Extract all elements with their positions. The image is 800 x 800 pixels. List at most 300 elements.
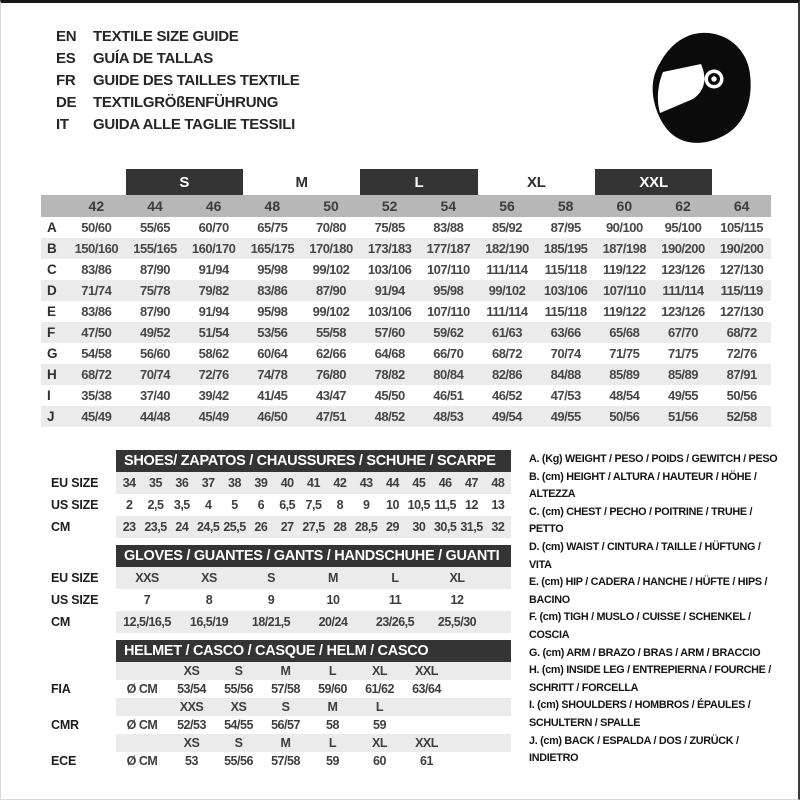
size-header-cell: 62 bbox=[675, 198, 691, 214]
measurement-cell: 155/165 bbox=[133, 241, 177, 256]
helmet-values bbox=[116, 752, 511, 770]
measurement-cell: 45/49 bbox=[81, 409, 112, 424]
measurement-cell: 85/92 bbox=[491, 220, 523, 235]
value-cell: M bbox=[328, 571, 338, 585]
legend-item: E. (cm) HIP / CADERA / HANCHE / HÜFTE / HIPS / BACINO bbox=[529, 576, 768, 606]
language-title: TEXTILE SIZE GUIDE bbox=[93, 27, 239, 45]
value-cell: 6 bbox=[257, 498, 265, 512]
size-group-row bbox=[41, 169, 771, 195]
size-group-l: L bbox=[360, 169, 477, 195]
value-cell: 45 bbox=[412, 476, 426, 490]
measurement-cell: 51/56 bbox=[667, 409, 699, 424]
measurement-cell: 54/58 bbox=[81, 346, 112, 361]
row-label: EU SIZE bbox=[51, 571, 99, 585]
value-cell: 28 bbox=[333, 520, 347, 534]
value-cell: 59 bbox=[373, 718, 386, 732]
measurement-cell: 90/100 bbox=[605, 220, 643, 235]
value-cell: 61 bbox=[420, 754, 433, 768]
measurement-cell: 55/58 bbox=[315, 325, 347, 340]
measurement-cell: 37/40 bbox=[139, 388, 171, 403]
shoes-table-title: SHOES/ ZAPATOS / CHAUSSURES / SCHUHE / SCARPE bbox=[116, 450, 511, 472]
size-header-cell: 50 bbox=[323, 198, 339, 214]
size-header-cell: L bbox=[328, 664, 337, 678]
standard-label: ECE bbox=[51, 754, 77, 768]
measurement-cell: 105/115 bbox=[720, 220, 764, 235]
size-header-cell: 46 bbox=[205, 198, 222, 214]
measurement-cell: 87/90 bbox=[315, 283, 347, 298]
measurement-cell: 190/200 bbox=[719, 241, 764, 256]
size-header-cell: L bbox=[328, 736, 337, 750]
value-cell: S bbox=[267, 571, 275, 585]
measurement-cell: 160/170 bbox=[191, 241, 236, 256]
measurement-cell: 68/72 bbox=[726, 325, 757, 340]
measurement-cell: 71/75 bbox=[609, 346, 640, 361]
measurement-cell: 182/190 bbox=[485, 241, 529, 256]
row-label-empty bbox=[41, 662, 116, 680]
helmet-size-row bbox=[41, 734, 511, 752]
value-cell: 27,5 bbox=[302, 520, 325, 534]
helmet-value-row bbox=[41, 680, 511, 698]
value-cell: 3,5 bbox=[173, 498, 190, 512]
measurement-row-i bbox=[41, 385, 771, 406]
measurement-cell: 61/63 bbox=[491, 325, 523, 340]
value-cell: 54/55 bbox=[224, 718, 253, 732]
value-cell: 40 bbox=[280, 476, 294, 490]
value-cell: 10,5 bbox=[407, 498, 430, 512]
measurement-row-g bbox=[41, 343, 771, 364]
value-cell: 57/58 bbox=[271, 754, 300, 768]
language-code: IT bbox=[56, 115, 69, 133]
row-values bbox=[116, 472, 511, 494]
measurement-cell: 185/195 bbox=[543, 241, 588, 256]
measurement-cell: 95/98 bbox=[257, 304, 288, 319]
value-cell: L bbox=[391, 571, 399, 585]
value-cell: 8 bbox=[336, 498, 344, 512]
measurement-cell: 87/90 bbox=[139, 262, 171, 277]
measurement-cell: 119/122 bbox=[602, 304, 646, 319]
value-cell: 55/56 bbox=[224, 754, 253, 768]
value-cell: 42 bbox=[333, 476, 347, 490]
row-label: CM bbox=[51, 520, 71, 534]
legend-item: H. (cm) INSIDE LEG / ENTREPIERNA / FOURCHE / SCHRITT / FORCELLA bbox=[529, 664, 771, 694]
measurement-cell: 79/82 bbox=[198, 283, 229, 298]
table-row bbox=[41, 611, 511, 633]
size-header-cell: 60 bbox=[616, 198, 633, 214]
measurement-cell: 49/52 bbox=[139, 325, 171, 340]
measurement-cell: 83/86 bbox=[81, 262, 112, 277]
size-header-cell: 48 bbox=[264, 198, 281, 214]
measurement-cell: 35/38 bbox=[81, 388, 112, 403]
measurement-cell: 107/110 bbox=[426, 304, 470, 319]
unit-cell-empty bbox=[116, 662, 168, 680]
measurement-cell: 43/47 bbox=[315, 388, 347, 403]
size-header-cell: XL bbox=[372, 736, 387, 750]
measurement-cell: 50/56 bbox=[609, 409, 640, 424]
size-header-cell: XL bbox=[372, 664, 387, 678]
measurement-cell: 83/86 bbox=[81, 304, 112, 319]
gloves-table bbox=[41, 545, 511, 633]
measurement-cell: 87/90 bbox=[139, 304, 171, 319]
measurement-cell: 62/66 bbox=[315, 346, 347, 361]
value-cell: 12 bbox=[450, 593, 464, 607]
value-cell: 59/60 bbox=[318, 682, 347, 696]
measurement-cell: 99/102 bbox=[488, 283, 526, 298]
measurement-row-j bbox=[41, 406, 771, 427]
size-header-cell: XXS bbox=[179, 700, 204, 714]
size-header-cell: 52 bbox=[381, 198, 398, 214]
value-cell: 30,5 bbox=[433, 520, 457, 534]
value-cell: 2 bbox=[125, 498, 133, 512]
measurement-cell: 119/122 bbox=[602, 262, 646, 277]
measurement-cell: 68/72 bbox=[81, 367, 112, 382]
measurement-cell: 95/100 bbox=[664, 220, 702, 235]
language-code: ES bbox=[56, 49, 76, 67]
measurement-cell: 65/68 bbox=[609, 325, 640, 340]
value-cell: 61/62 bbox=[365, 682, 394, 696]
value-cell: 5 bbox=[231, 498, 238, 512]
size-header-cell: 64 bbox=[733, 198, 750, 214]
measurement-cell: 115/119 bbox=[720, 283, 763, 298]
measurement-cell: 59/62 bbox=[433, 325, 464, 340]
value-cell: 60 bbox=[373, 754, 386, 768]
row-values bbox=[116, 589, 511, 611]
measurement-cell: 111/114 bbox=[486, 262, 528, 277]
value-cell: 58 bbox=[326, 718, 339, 732]
size-header-cell: M bbox=[280, 664, 291, 678]
language-title: GUÍA DE TALLAS bbox=[93, 49, 213, 67]
helmet-value-row bbox=[41, 716, 511, 734]
value-cell: 37 bbox=[201, 476, 215, 490]
size-header-cell: XS bbox=[230, 700, 247, 714]
value-cell: 25,5/30 bbox=[437, 615, 477, 629]
measurement-cell: 75/85 bbox=[374, 220, 405, 235]
measurement-cell: 127/130 bbox=[719, 262, 764, 277]
table-row bbox=[41, 589, 511, 611]
measurement-row-c bbox=[41, 259, 771, 280]
value-cell: 9 bbox=[267, 593, 275, 607]
value-cell: 24,5 bbox=[196, 520, 220, 534]
measurement-cell: 46/52 bbox=[491, 388, 523, 403]
measurement-cell: 49/55 bbox=[550, 409, 581, 424]
measurement-cell: 55/65 bbox=[139, 220, 171, 235]
row-label-empty bbox=[41, 698, 116, 716]
measurement-cell: 49/55 bbox=[667, 388, 699, 403]
measurement-cell: 95/98 bbox=[257, 262, 288, 277]
row-label: D bbox=[47, 283, 57, 298]
size-group-s: S bbox=[126, 169, 243, 195]
measurement-cell: 170/180 bbox=[309, 241, 353, 256]
value-cell: 46 bbox=[438, 476, 452, 490]
measurement-cell: 123/126 bbox=[661, 304, 705, 319]
value-cell: 31,5 bbox=[460, 520, 483, 534]
measurement-cell: 64/68 bbox=[374, 346, 405, 361]
row-label: E bbox=[47, 304, 57, 319]
value-cell: 11 bbox=[388, 593, 402, 607]
measurement-cell: 187/198 bbox=[602, 241, 647, 256]
language-row bbox=[56, 25, 299, 47]
measurement-cell: 68/72 bbox=[491, 346, 523, 361]
value-cell: 16,5/19 bbox=[189, 615, 229, 629]
language-title: TEXTILGRÖßENFÜHRUNG bbox=[93, 93, 279, 111]
measurement-cell: 84/88 bbox=[550, 367, 581, 382]
size-header-cell: S bbox=[281, 700, 290, 714]
helmet-value-row bbox=[41, 752, 511, 770]
size-header-cell: M bbox=[280, 736, 291, 750]
row-label: CM bbox=[51, 615, 71, 629]
size-header-cell: S bbox=[234, 736, 243, 750]
textile-size-table bbox=[41, 169, 771, 427]
measurement-cell: 95/98 bbox=[433, 283, 464, 298]
legend-item: B. (cm) HEIGHT / ALTURA / HAUTEUR / HÖHE / ALTEZZA bbox=[529, 470, 757, 501]
value-cell: 44 bbox=[386, 476, 399, 490]
size-header-cell: XXL bbox=[415, 664, 438, 678]
value-cell: 23,5 bbox=[144, 520, 167, 534]
measurement-row-h bbox=[41, 364, 771, 385]
value-cell: 23/26,5 bbox=[375, 615, 415, 629]
value-cell: 53/54 bbox=[177, 682, 206, 696]
helmet-table bbox=[41, 640, 511, 770]
measurement-cell: 111/114 bbox=[662, 283, 704, 298]
measurement-cell: 71/75 bbox=[667, 346, 699, 361]
language-title: GUIDE DES TAILLES TEXTILE bbox=[93, 71, 300, 89]
measurement-row-a bbox=[41, 217, 771, 238]
table-row bbox=[41, 516, 511, 538]
standard-label: FIA bbox=[51, 682, 71, 696]
measurement-cell: 48/53 bbox=[433, 409, 464, 424]
value-cell: 47 bbox=[465, 476, 478, 490]
measurement-cell: 165/175 bbox=[250, 241, 295, 256]
measurement-cell: 63/66 bbox=[550, 325, 581, 340]
size-group-xxl: XXL bbox=[595, 169, 712, 195]
measurement-cell: 51/54 bbox=[198, 325, 229, 340]
measurement-cell: 48/52 bbox=[374, 409, 405, 424]
measurement-cell: 115/118 bbox=[544, 262, 587, 277]
size-header-cell: S bbox=[234, 664, 243, 678]
measurement-cell: 107/110 bbox=[602, 283, 646, 298]
row-label: G bbox=[47, 346, 58, 361]
legend-item: G. (cm) ARM / BRAZO / BRAS / ARM / BRACCIO bbox=[529, 646, 761, 659]
helmet-sizes bbox=[116, 698, 511, 716]
row-label: A bbox=[47, 220, 57, 235]
size-header-cell: 56 bbox=[499, 198, 515, 214]
measurement-cell: 46/50 bbox=[257, 409, 288, 424]
measurement-cell: 60/70 bbox=[198, 220, 229, 235]
row-label: US SIZE bbox=[51, 498, 99, 512]
measurement-cell: 91/94 bbox=[198, 262, 229, 277]
value-cell: 12 bbox=[465, 498, 478, 512]
row-label: US SIZE bbox=[51, 593, 99, 607]
value-cell: 29 bbox=[386, 520, 399, 534]
measurement-cell: 75/78 bbox=[139, 283, 171, 298]
row-label: I bbox=[47, 388, 51, 403]
table-row bbox=[41, 567, 511, 589]
measurement-cell: 49/54 bbox=[491, 409, 523, 424]
language-list bbox=[56, 25, 299, 135]
measurement-cell: 91/94 bbox=[374, 283, 405, 298]
row-label: F bbox=[47, 325, 56, 340]
row-values bbox=[116, 567, 511, 589]
measurement-cell: 82/86 bbox=[491, 367, 523, 382]
measurement-cell: 87/95 bbox=[550, 220, 581, 235]
row-values bbox=[116, 516, 511, 538]
measurement-cell: 70/74 bbox=[550, 346, 581, 361]
size-header-cell: L bbox=[375, 700, 384, 714]
value-cell: 6,5 bbox=[279, 498, 296, 512]
measurement-row-b bbox=[41, 238, 771, 259]
unit-cell: Ø CM bbox=[126, 682, 158, 696]
measurement-cell: 78/82 bbox=[374, 367, 405, 382]
measurement-cell: 53/56 bbox=[257, 325, 288, 340]
value-cell: XS bbox=[201, 571, 217, 585]
legend-item: C. (cm) CHEST / PECHO / POITRINE / TRUHE / PETTO bbox=[529, 505, 753, 536]
value-cell: 27 bbox=[280, 520, 294, 534]
measurement-cell: 67/70 bbox=[667, 325, 699, 340]
value-cell: 11,5 bbox=[434, 498, 456, 512]
measurement-legend bbox=[529, 451, 785, 768]
measurement-cell: 91/94 bbox=[198, 304, 229, 319]
row-label: EU SIZE bbox=[51, 476, 99, 490]
value-cell: 12,5/16,5 bbox=[123, 615, 171, 629]
measurement-cell: 150/160 bbox=[74, 241, 119, 256]
value-cell: XXS bbox=[135, 571, 159, 585]
corner-cell bbox=[41, 195, 67, 217]
measurement-cell: 45/50 bbox=[374, 388, 405, 403]
measurement-cell: 173/183 bbox=[367, 241, 412, 256]
size-header-cell: XS bbox=[183, 736, 200, 750]
measurement-row-d bbox=[41, 280, 771, 301]
measurement-cell: 80/84 bbox=[433, 367, 464, 382]
value-cell: 34 bbox=[122, 476, 136, 490]
legend-item: I. (cm) SHOULDERS / HOMBROS / ÉPAULES / SCHULTERN / SPALLE bbox=[529, 699, 751, 729]
language-code: DE bbox=[56, 93, 77, 111]
value-cell: 30 bbox=[412, 520, 426, 534]
value-cell: 43 bbox=[359, 476, 373, 490]
measurement-cell: 60/64 bbox=[257, 346, 288, 361]
row-label-empty bbox=[41, 734, 116, 752]
legend-item: A. (Kg) WEIGHT / PESO / POIDS / GEWITCH / PESO bbox=[529, 453, 778, 465]
size-header-cell: M bbox=[327, 700, 338, 714]
row-label: C bbox=[47, 262, 57, 277]
value-cell: 25,5 bbox=[223, 520, 246, 534]
measurement-cell: 48/54 bbox=[609, 388, 640, 403]
table-row bbox=[41, 472, 511, 494]
value-cell: 13 bbox=[491, 498, 505, 512]
helmet-size-row bbox=[41, 662, 511, 680]
helmet-table-title: HELMET / CASCO / CASQUE / HELM / CASCO bbox=[116, 640, 511, 662]
value-cell: 35 bbox=[149, 476, 162, 490]
value-cell: 9 bbox=[362, 498, 370, 512]
measurement-cell: 74/78 bbox=[257, 367, 288, 382]
value-cell: 59 bbox=[326, 754, 339, 768]
size-header-cell: 42 bbox=[88, 198, 105, 214]
size-header-cell: XS bbox=[183, 664, 200, 678]
value-cell: 57/58 bbox=[271, 682, 300, 696]
unit-cell: Ø CM bbox=[126, 718, 158, 732]
size-header-cell: 58 bbox=[557, 198, 574, 214]
size-header-cell: 44 bbox=[147, 198, 163, 214]
size-header-cell: 54 bbox=[440, 198, 457, 214]
value-cell: 38 bbox=[228, 476, 241, 490]
measurement-cell: 99/102 bbox=[312, 304, 350, 319]
measurement-cell: 111/114 bbox=[486, 304, 528, 319]
value-cell: 23 bbox=[122, 520, 136, 534]
value-cell: 28,5 bbox=[354, 520, 378, 534]
row-label: B bbox=[47, 241, 57, 256]
measurement-cell: 177/187 bbox=[426, 241, 471, 256]
measurement-cell: 56/60 bbox=[139, 346, 171, 361]
measurement-cell: 103/106 bbox=[367, 262, 412, 277]
measurement-cell: 127/130 bbox=[719, 304, 764, 319]
measurement-cell: 47/51 bbox=[315, 409, 347, 424]
row-label: J bbox=[47, 409, 55, 424]
value-cell: 39 bbox=[254, 476, 268, 490]
language-row bbox=[56, 113, 299, 135]
measurement-cell: 103/106 bbox=[543, 283, 588, 298]
unit-cell-empty bbox=[116, 734, 168, 752]
measurement-cell: 115/118 bbox=[544, 304, 587, 319]
helmet-values bbox=[116, 716, 511, 734]
measurement-cell: 46/51 bbox=[433, 388, 464, 403]
measurement-cell: 41/45 bbox=[257, 388, 288, 403]
value-cell: 55/56 bbox=[224, 682, 253, 696]
size-group-m: M bbox=[295, 173, 308, 191]
value-cell: 8 bbox=[205, 593, 213, 607]
size-number-row bbox=[41, 195, 771, 217]
row-values bbox=[116, 611, 511, 633]
measurement-cell: 65/75 bbox=[257, 220, 288, 235]
helmet-sizes bbox=[116, 734, 511, 752]
language-row bbox=[56, 91, 299, 113]
helmet-size-row bbox=[41, 698, 511, 716]
unit-cell-empty bbox=[116, 698, 168, 716]
measurement-cell: 85/89 bbox=[609, 367, 640, 382]
value-cell: 24 bbox=[175, 520, 189, 534]
value-cell: 41 bbox=[307, 476, 320, 490]
helmet-sizes bbox=[116, 662, 511, 680]
language-code: FR bbox=[56, 71, 76, 89]
size-group-xl: XL bbox=[526, 173, 546, 191]
measurement-cell: 52/58 bbox=[726, 409, 757, 424]
measurement-cell: 72/76 bbox=[198, 367, 229, 382]
value-cell: 48 bbox=[491, 476, 505, 490]
value-cell: 7,5 bbox=[305, 498, 322, 512]
row-label: H bbox=[47, 367, 57, 382]
measurement-cell: 83/86 bbox=[257, 283, 288, 298]
language-code: EN bbox=[56, 27, 77, 45]
value-cell: 10 bbox=[386, 498, 399, 512]
unit-cell: Ø CM bbox=[126, 754, 158, 768]
measurement-cell: 71/74 bbox=[81, 283, 112, 298]
value-cell: 63/64 bbox=[412, 682, 441, 696]
measurement-row-f bbox=[41, 322, 771, 343]
value-cell: 36 bbox=[175, 476, 189, 490]
measurement-row-e bbox=[41, 301, 771, 322]
measurement-cell: 47/53 bbox=[550, 388, 581, 403]
measurement-cell: 44/48 bbox=[139, 409, 171, 424]
helmet-icon bbox=[651, 31, 755, 147]
measurement-cell: 190/200 bbox=[661, 241, 705, 256]
measurement-cell: 87/91 bbox=[726, 367, 757, 382]
gloves-table-title: GLOVES / GUANTES / GANTS / HANDSCHUHE / GUANTI bbox=[116, 545, 511, 567]
language-row bbox=[56, 47, 299, 69]
value-cell: 53 bbox=[185, 754, 198, 768]
value-cell: XL bbox=[449, 571, 465, 585]
value-cell: 56/57 bbox=[271, 718, 300, 732]
value-cell: 20/24 bbox=[318, 615, 348, 629]
helmet-values bbox=[116, 680, 511, 698]
measurement-cell: 39/42 bbox=[198, 388, 229, 403]
language-title: GUIDA ALLE TAGLIE TESSILI bbox=[93, 115, 295, 133]
